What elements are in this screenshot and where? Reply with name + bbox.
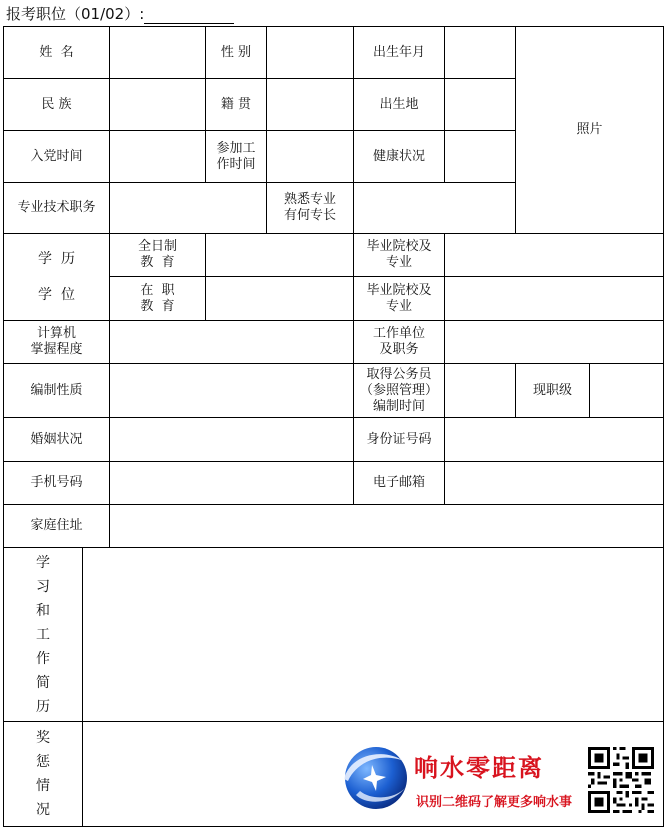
school-1-field[interactable] <box>444 233 664 277</box>
label-awards-char: 情 <box>36 778 50 794</box>
label-civil-time <box>353 363 445 418</box>
label-workunit-line2: 及职务 <box>379 342 419 357</box>
label-school-1-line2: 专业 <box>385 255 412 270</box>
label-education <box>3 233 110 321</box>
label-party-time-text: 入党时间 <box>30 148 83 164</box>
label-awards <box>3 721 83 827</box>
form-title-text: 报考职位（01/02）: <box>6 5 145 23</box>
school-2-field[interactable] <box>444 276 664 321</box>
label-civil-line1: 取得公务员 <box>366 366 432 382</box>
brand-subtitle: 识别二维码了解更多响水事 <box>416 795 573 810</box>
label-school-1-line1: 毕业院校及 <box>366 239 432 254</box>
label-ethnicity-text: 民 族 <box>41 96 72 112</box>
label-rank-text: 现职级 <box>532 382 572 398</box>
label-gender <box>205 26 267 79</box>
label-resume-char: 作 <box>36 650 50 667</box>
idcard-field[interactable] <box>444 417 664 462</box>
label-resume-char: 简 <box>36 674 50 691</box>
address-field[interactable] <box>109 504 664 548</box>
label-address <box>3 504 110 548</box>
label-workunit-line1: 工作单位 <box>372 326 425 341</box>
label-health <box>353 130 445 183</box>
label-title-job <box>3 182 110 234</box>
ethnicity-field[interactable] <box>109 78 206 131</box>
label-resume-char: 习 <box>36 578 50 595</box>
native-field[interactable] <box>266 78 354 131</box>
rank-field[interactable] <box>589 363 664 418</box>
label-marriage-text: 婚姻状况 <box>30 431 83 447</box>
label-awards-char: 惩 <box>36 754 50 770</box>
label-school-2-line1: 毕业院校及 <box>366 282 432 298</box>
label-native-text: 籍 贯 <box>220 96 252 112</box>
label-ethnicity <box>3 78 110 131</box>
inservice-degree-field[interactable] <box>205 276 354 321</box>
specialty-field[interactable] <box>353 182 516 234</box>
label-education-line2: 学 位 <box>38 287 75 303</box>
label-specialty-line1: 熟悉专业 <box>283 192 336 207</box>
label-workunit <box>353 320 445 364</box>
label-education-line1: 学 历 <box>38 251 75 267</box>
party-time-field[interactable] <box>109 130 206 183</box>
label-health-text: 健康状况 <box>372 148 425 164</box>
label-title-job-text: 专业技术职务 <box>17 200 96 215</box>
workunit-field[interactable] <box>444 320 664 364</box>
title-job-field[interactable] <box>109 182 267 234</box>
label-school-2 <box>353 276 445 321</box>
label-inservice <box>109 276 206 321</box>
label-birthplace <box>353 78 445 131</box>
label-school-2-line2: 专业 <box>385 298 412 314</box>
label-rank <box>515 363 590 418</box>
label-specialty-line2: 有何专长 <box>283 208 336 223</box>
label-computer-line1: 计算机 <box>36 326 76 341</box>
label-birth <box>353 26 445 79</box>
label-resume <box>3 547 83 722</box>
label-phone <box>3 461 110 505</box>
label-birth-text: 出生年月 <box>372 44 425 60</box>
label-computer <box>3 320 110 364</box>
label-resume-char: 和 <box>36 602 50 619</box>
label-inservice-line2: 教 育 <box>140 298 175 314</box>
brand-name: 响水零距离 <box>414 753 544 782</box>
label-gender-text: 性 别 <box>220 44 252 60</box>
marriage-field[interactable] <box>109 417 354 462</box>
label-inservice-line1: 在 职 <box>140 282 175 298</box>
label-fulltime <box>109 233 206 277</box>
label-awards-char: 况 <box>36 802 50 818</box>
label-staffing-text: 编制性质 <box>30 382 83 398</box>
label-birthplace-text: 出生地 <box>379 96 419 112</box>
resume-field[interactable] <box>82 547 664 722</box>
label-civil-line2: （参照管理） <box>359 382 438 398</box>
label-address-text: 家庭住址 <box>30 518 83 533</box>
photo-label: 照片 <box>576 122 603 137</box>
label-resume-char: 学 <box>36 554 50 571</box>
globe-logo-icon <box>336 743 412 813</box>
label-idcard <box>353 417 445 462</box>
label-idcard-text: 身份证号码 <box>366 431 432 447</box>
label-native <box>205 78 267 131</box>
birthplace-field[interactable] <box>444 78 516 131</box>
civil-time-field[interactable] <box>444 363 516 418</box>
label-fulltime-line2: 教 育 <box>140 255 175 270</box>
label-work-time-line1: 参加工 <box>216 140 256 156</box>
work-time-field[interactable] <box>266 130 354 183</box>
label-marriage <box>3 417 110 462</box>
label-name-text: 姓 名 <box>39 44 74 60</box>
label-email <box>353 461 445 505</box>
fulltime-degree-field[interactable] <box>205 233 354 277</box>
label-name <box>3 26 110 79</box>
health-field[interactable] <box>444 130 516 183</box>
name-field[interactable] <box>109 26 206 79</box>
email-field[interactable] <box>444 461 664 505</box>
label-awards-char: 奖 <box>36 730 50 746</box>
label-work-time <box>205 130 267 183</box>
label-resume-char: 历 <box>36 698 50 715</box>
phone-field[interactable] <box>109 461 354 505</box>
label-phone-text: 手机号码 <box>30 475 83 490</box>
label-civil-line3: 编制时间 <box>372 398 425 414</box>
label-party-time <box>3 130 110 183</box>
birth-field[interactable] <box>444 26 516 79</box>
qr-code-icon[interactable] <box>588 747 654 813</box>
label-resume-char: 工 <box>36 626 50 643</box>
label-computer-line2: 掌握程度 <box>30 342 83 357</box>
label-work-time-line2: 作时间 <box>216 156 256 172</box>
label-specialty <box>266 182 354 234</box>
gender-field[interactable] <box>266 26 354 79</box>
label-school-1 <box>353 233 445 277</box>
staffing-field[interactable] <box>109 363 354 418</box>
label-email-text: 电子邮箱 <box>372 475 425 490</box>
photo-box[interactable] <box>515 26 664 234</box>
label-fulltime-line1: 全日制 <box>137 239 177 254</box>
label-staffing <box>3 363 110 418</box>
computer-field[interactable] <box>109 320 354 364</box>
